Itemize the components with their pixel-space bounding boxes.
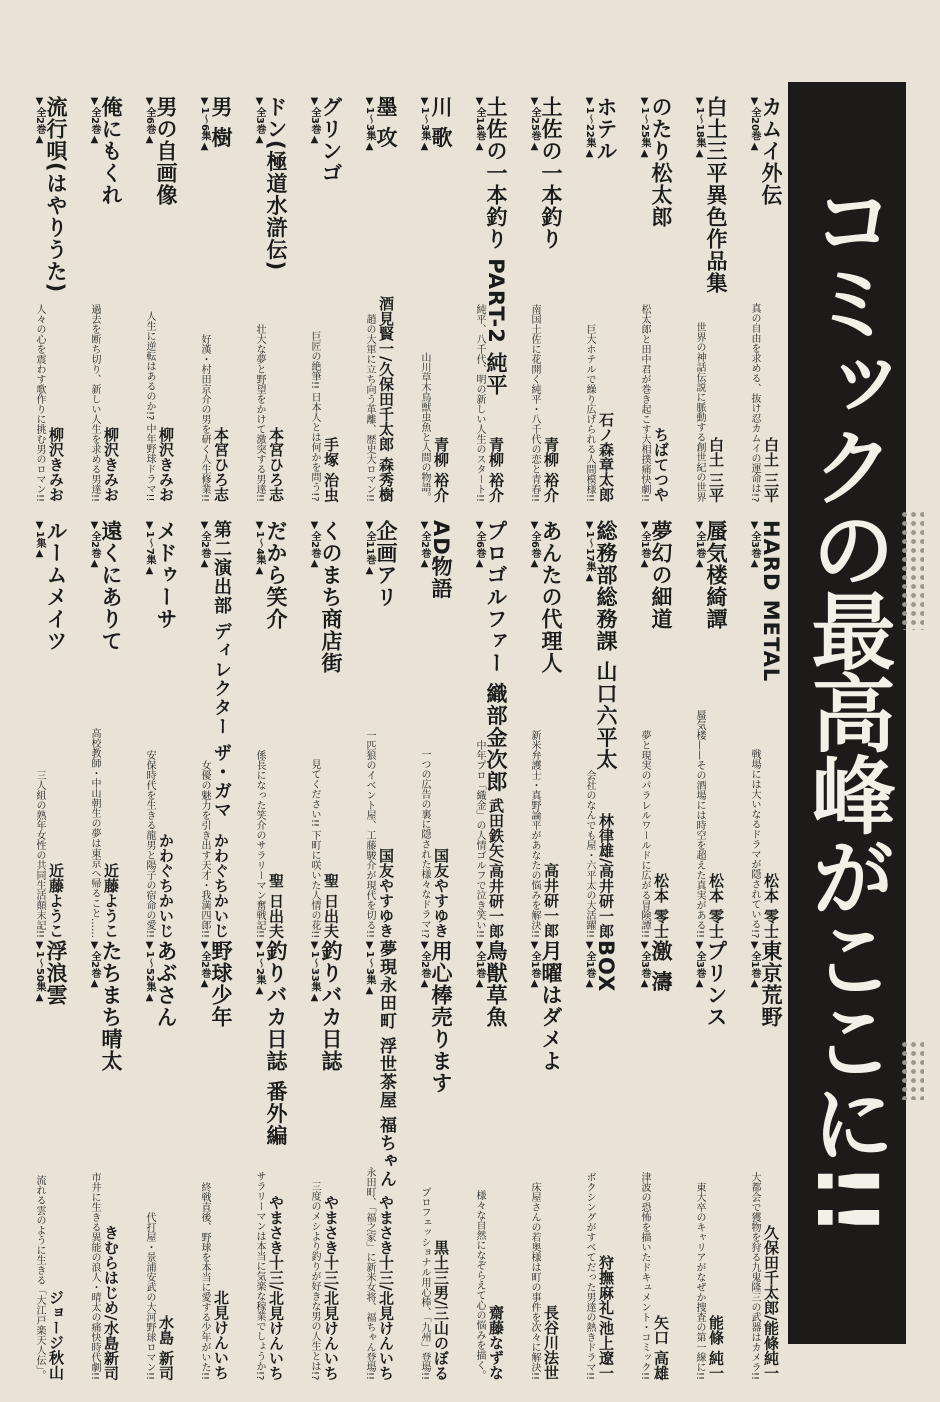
entry-main-column xyxy=(375,940,397,1380)
entry-author: 齋藤なずな xyxy=(487,1305,505,1380)
dot-pattern-decoration xyxy=(900,1040,924,1100)
entry-title: 白土三平異色作品集 xyxy=(704,96,728,294)
entry-main-column xyxy=(265,96,287,502)
entry-description: 一つの広告の裏に隠された様々なドラマ!? xyxy=(419,748,430,938)
entry-main-column xyxy=(100,96,122,502)
catalog-entry xyxy=(452,96,507,502)
entry-title: グリンゴ xyxy=(319,96,343,184)
catalog-entry xyxy=(617,96,672,502)
dot-pattern-decoration xyxy=(900,510,924,630)
entry-author: きむらはじめ/水島新司 xyxy=(102,1224,120,1380)
entry-main-column xyxy=(155,520,177,938)
entry-volume-count: ▼全3巻▲ xyxy=(309,96,320,145)
entry-title: ドン(極道水滸伝) xyxy=(264,96,288,272)
entry-main-column xyxy=(650,940,672,1380)
entry-title: HARD METAL xyxy=(759,520,783,683)
entry-main-column xyxy=(155,96,177,502)
entry-main-column xyxy=(320,96,342,502)
entry-author: ジョージ秋山 xyxy=(47,1290,65,1380)
entry-main-column xyxy=(45,96,67,502)
entry-author: 高井研一郎 xyxy=(542,863,560,938)
entry-author: 白土 三平 xyxy=(762,436,780,502)
entry-description: 市井に生きる異能の浪人・晴太の痛快時代劇!! xyxy=(89,1171,100,1380)
headline-text: コミックの最高峰がここに!! xyxy=(798,178,896,1235)
entry-author: 能條 純一 xyxy=(707,1314,725,1380)
entry-title: 激 濤 xyxy=(649,940,673,993)
entry-main-column xyxy=(540,96,562,502)
entry-title: 土佐の一本釣り PART-2 純平 xyxy=(484,96,508,397)
entry-title: のたり松太郎 xyxy=(649,96,673,228)
entry-title: 夢現永田町 浮世茶屋 福ちゃん xyxy=(376,940,396,1188)
entry-volume-count: ▼全2巻▲ xyxy=(419,940,430,989)
catalog-entry xyxy=(727,940,782,1380)
entry-title: あぶさん xyxy=(154,940,178,1028)
catalog-entry xyxy=(562,520,617,938)
entry-volume-count: ▼全6巻▲ xyxy=(529,520,540,569)
entry-volume-count: ▼全1巻▲ xyxy=(529,940,540,989)
entry-title: 野球少年 xyxy=(209,940,233,1028)
entry-author: 柳沢きみお xyxy=(102,427,120,502)
catalog-entry xyxy=(507,96,562,502)
entry-description: 戦場には大いなるドラマが隠されている!? xyxy=(749,748,760,938)
entry-volume-count: ▼全1巻▲ xyxy=(584,940,595,989)
entry-title: メドゥーサ xyxy=(154,520,178,630)
entry-volume-count: ▼全25巻▲ xyxy=(529,96,540,152)
entry-sub-column xyxy=(199,520,210,938)
entry-main-column xyxy=(320,520,342,938)
catalog-entry xyxy=(397,520,452,938)
entry-author: 青柳 裕介 xyxy=(542,436,560,502)
entry-author: 国友やすゆき xyxy=(432,848,450,938)
entry-title: 月曜はダメよ xyxy=(539,940,563,1072)
entry-description: 三度のメシより釣りが好きな男の人生とは!? xyxy=(309,1180,320,1380)
entry-author: 黒土三男/三山のぼる xyxy=(432,1239,450,1380)
entry-description: 様々な自然になぞらえて心の悩みを描く。 xyxy=(474,1190,485,1380)
entry-title: プロゴルファー 織部金次郎 xyxy=(484,520,508,793)
entry-author: かわぐちかいじ xyxy=(157,833,175,938)
entry-description: 純平、八千代、明の新しい人生のスタート!! xyxy=(474,303,485,502)
entry-main-column xyxy=(760,520,782,938)
entry-description: 大都会で獲物を狩る九鬼隆三の武器はカメラ!! xyxy=(749,1171,760,1380)
entry-description: 過去を断ち切り、新しい人生を求める男達!! xyxy=(89,303,100,502)
entry-author: やまさき十三/北見けんいち xyxy=(322,1194,340,1380)
entry-author: 聖 日出夫 xyxy=(322,872,340,938)
entry-volume-count: ▼全6巻▲ xyxy=(144,96,155,145)
entry-main-column xyxy=(595,96,617,502)
entry-main-column xyxy=(760,96,782,502)
entry-description: 東大卒のキャリアがなぜか捜査の第一線に!! xyxy=(694,1181,705,1380)
entry-volume-count: ▼1〜50集▲ xyxy=(34,940,45,1003)
catalog-entry xyxy=(177,96,232,502)
entry-description: ボクシングがすべてだった男達の熱きドラマ!! xyxy=(584,1171,595,1380)
entry-main-column xyxy=(210,940,232,1380)
entry-title: 総務部総務課 山口六平太 xyxy=(594,520,618,771)
catalog-entry xyxy=(67,940,122,1380)
entry-main-column xyxy=(705,940,727,1380)
catalog-entry xyxy=(232,520,287,938)
entry-volume-count: ▼全3巻▲ xyxy=(749,520,760,569)
entry-author: 青柳 裕介 xyxy=(432,436,450,502)
entry-title: BOX xyxy=(594,940,618,993)
catalog-entry xyxy=(617,520,672,938)
entry-main-column xyxy=(375,520,397,938)
entry-author: 松本 零士 xyxy=(707,872,725,938)
entry-author: 国友やすゆき xyxy=(377,848,395,938)
entry-author: 石ノ森章太郎 xyxy=(597,412,615,502)
catalog-entry xyxy=(67,520,122,938)
entry-volume-count: ▼全1巻▲ xyxy=(474,940,485,989)
entry-title: あんたの代理人 xyxy=(539,520,563,674)
entry-main-column xyxy=(430,940,452,1380)
entry-title: 男 樹 xyxy=(209,96,233,149)
entry-main-column xyxy=(265,940,287,1380)
entry-title: カムイ外伝 xyxy=(759,96,783,206)
entry-title: たちまち晴太 xyxy=(99,940,123,1072)
entry-volume-count: ▼1〜3集▲ xyxy=(364,96,375,152)
entry-description: 壮大な夢と野望をかけて激突する男達!! xyxy=(254,323,265,502)
entry-title: 男の自画像 xyxy=(154,96,178,206)
entry-volume-count: ▼1〜2集▲ xyxy=(254,940,265,996)
entry-volume-count: ▼1〜7集▲ xyxy=(144,520,155,576)
entry-sub-column xyxy=(364,96,375,502)
entry-main-column xyxy=(705,96,727,502)
entry-main-column xyxy=(375,96,397,502)
entry-title: 遠くにありて xyxy=(99,520,123,652)
entry-author: 武田鉄矢/高井研一郎 xyxy=(487,797,505,938)
entry-author: 手塚 治虫 xyxy=(322,436,340,502)
entry-description: 一匹狼のイベント屋、工藤駿介が現代を切る!! xyxy=(364,729,375,938)
entry-title: プリンス xyxy=(704,940,728,1028)
entry-main-column xyxy=(210,96,232,502)
entry-description: プロフェッショナル用心棒、「九州」登場!! xyxy=(419,1186,430,1380)
entry-author: 白土 三平 xyxy=(707,436,725,502)
entry-volume-count: ▼1〜22集▲ xyxy=(584,96,595,159)
entry-description: 係長になった笑介のサラリーマン奮戦記!! xyxy=(254,749,265,938)
entry-volume-count: ▼全1巻▲ xyxy=(694,520,705,569)
entry-main-column xyxy=(595,940,617,1380)
entry-volume-count: ▼全2巻▲ xyxy=(89,96,100,145)
entry-title: 流行唄(はやりうた) xyxy=(44,96,68,294)
entry-description: 夢と現実のパラレルワールドに広がる冒険譚!! xyxy=(639,729,650,938)
catalog-entry xyxy=(397,940,452,1380)
entry-volume-count: ▼1〜3集▲ xyxy=(419,96,430,152)
entry-main-column xyxy=(705,520,727,938)
catalog-block-bottom xyxy=(12,940,782,1380)
entry-title: 浮浪雲 xyxy=(44,940,68,1006)
catalog-entry xyxy=(672,940,727,1380)
catalog-entry xyxy=(672,96,727,502)
entry-author: 本宮ひろ志 xyxy=(212,427,230,502)
catalog-entry xyxy=(452,520,507,938)
catalog-entry xyxy=(232,940,287,1380)
entry-main-column xyxy=(430,520,452,938)
catalog-entry xyxy=(177,520,232,938)
entry-main-column xyxy=(320,940,342,1380)
catalog-entry xyxy=(232,96,287,502)
catalog-entry xyxy=(287,96,342,502)
entry-author: 近藤ようこ xyxy=(47,863,65,938)
catalog-entry xyxy=(727,520,782,938)
entry-description: 人々の心を震わす歌作りに挑む男のロマン!! xyxy=(34,303,45,502)
catalog-entry xyxy=(122,96,177,502)
entry-sub-column xyxy=(419,96,430,502)
entry-sub-column xyxy=(34,940,45,1380)
headline-banner xyxy=(788,82,906,1344)
entry-sub-column xyxy=(364,940,375,1380)
entry-title: 釣りバカ日誌 xyxy=(319,940,343,1072)
entry-author: 林律雄/高井研一郎 xyxy=(597,812,615,938)
entry-volume-count: ▼1〜3集▲ xyxy=(364,940,375,996)
entry-author: ちばてつや xyxy=(652,427,670,502)
entry-title: 釣りバカ日誌 番外編 xyxy=(264,940,288,1147)
entry-description: 人生に逆転はあるのか!? 中年野球ドラマ!! xyxy=(144,311,155,502)
entry-description: 巨匠の絶筆!! 日本人とは何かを問う!? xyxy=(309,331,320,502)
catalog-entry xyxy=(67,96,122,502)
catalog-entry xyxy=(452,940,507,1380)
entry-volume-count: ▼全2巻▲ xyxy=(34,96,45,145)
catalog-entry xyxy=(562,940,617,1380)
entry-author: 久保田千太郎/能條純一 xyxy=(762,1224,780,1380)
entry-title: 企画アリ xyxy=(374,520,398,608)
entry-volume-count: ▼1〜6集▲ xyxy=(199,96,210,152)
entry-volume-count: ▼全6巻▲ xyxy=(474,520,485,569)
entry-main-column xyxy=(595,520,617,938)
catalog-entry xyxy=(12,940,67,1380)
entry-title: 鳥獣草魚 xyxy=(484,940,508,1028)
entry-title: 蜃気楼綺譚 xyxy=(704,520,728,630)
entry-author: 水島 新司 xyxy=(157,1314,175,1380)
entry-author: やまさき十三/北見けんいち xyxy=(377,1194,395,1380)
entry-description: 新米弁護士・真野論平があなたの悩みを解決!! xyxy=(529,729,540,938)
entry-volume-count: ▼全2巻▲ xyxy=(199,520,210,569)
catalog-entry xyxy=(727,96,782,502)
entry-volume-count: ▼1〜25集▲ xyxy=(639,96,650,159)
entry-title: ルームメイツ xyxy=(44,520,68,652)
entry-main-column xyxy=(430,96,452,502)
entry-description: 津波の恐怖を描いたドキュメント・コミック!! xyxy=(639,1171,650,1380)
entry-description: 女優の魅力を引き出す天才・我満四郎!! xyxy=(199,759,210,938)
entry-author: 聖 日出夫 xyxy=(267,872,285,938)
entry-author: 酒見賢一/久保田千太郎 森秀樹 xyxy=(377,296,395,502)
entry-description: 流れる雲のように生きる「大江戸楽天人伝」。 xyxy=(34,1175,45,1380)
entry-volume-count: ▼全11巻▲ xyxy=(364,520,375,576)
entry-main-column xyxy=(485,96,507,502)
entry-description: 巨大ホテルで繰り広げられる人間模様!! xyxy=(584,323,595,502)
entry-volume-count: ▼全2巻▲ xyxy=(89,520,100,569)
entry-main-column xyxy=(100,940,122,1380)
entry-main-column xyxy=(485,940,507,1380)
catalog-block-top xyxy=(12,96,782,502)
entry-description: 趙の大軍に立ち向う革離、歴史大ロマン!! xyxy=(364,313,375,502)
catalog-entry xyxy=(617,940,672,1380)
entry-author: 青柳 裕介 xyxy=(487,436,505,502)
entry-title: だから笑介 xyxy=(264,520,288,630)
entry-sub-column xyxy=(584,940,595,1380)
entry-volume-count: ▼全3巻▲ xyxy=(694,940,705,989)
catalog-entry xyxy=(672,520,727,938)
entry-title: くのまち商店街 xyxy=(319,520,343,674)
entry-volume-count: ▼1〜33集▲ xyxy=(309,940,320,1003)
catalog-entry xyxy=(12,96,67,502)
entry-title: 土佐の一本釣り xyxy=(539,96,563,250)
entry-author: 本宮ひろ志 xyxy=(267,427,285,502)
catalog-entry xyxy=(342,96,397,502)
entry-main-column xyxy=(650,96,672,502)
catalog-entry xyxy=(122,940,177,1380)
entry-volume-count: ▼全14巻▲ xyxy=(474,96,485,152)
catalog-entry xyxy=(287,940,342,1380)
catalog-entry xyxy=(342,940,397,1380)
entry-volume-count: ▼1〜52集▲ xyxy=(144,940,155,1003)
entry-description: 会社のなんでも屋・六平太の大活躍!! xyxy=(584,769,595,938)
entry-title: 俺にもくれ xyxy=(99,96,123,206)
entry-description: 松太郎と田中君が巻き起こす大相撲痛快劇!! xyxy=(639,303,650,502)
entry-description: 蜃気楼——その酒場には時空を超えた真実がある!! xyxy=(694,709,705,938)
entry-sub-column xyxy=(199,96,210,502)
entry-sub-column xyxy=(639,940,650,1380)
catalog-entry xyxy=(507,520,562,938)
entry-title: 夢幻の細道 xyxy=(649,520,673,630)
entry-volume-count: ▼全1巻▲ xyxy=(639,520,650,569)
entry-description: 世界の神話伝説に脈動する創世紀の世界 xyxy=(694,322,705,502)
entry-description: 好漢・村田京介の男を研く人生修業!! xyxy=(199,333,210,502)
entry-main-column xyxy=(45,520,67,938)
entry-volume-count: ▼全2巻▲ xyxy=(309,520,320,569)
catalog-entry xyxy=(562,96,617,502)
entry-description: サラリーマンは本当に気楽な稼業でしょうか!? xyxy=(254,1170,265,1380)
entry-main-column xyxy=(210,520,232,938)
entry-main-column xyxy=(760,940,782,1380)
entry-description: 三人組の熟年女性の共同生活顛末記!! xyxy=(34,769,45,938)
entry-title: AD物語 xyxy=(429,520,453,600)
entry-volume-count: ▼1〜17集▲ xyxy=(584,520,595,583)
entry-author: 長谷川法世 xyxy=(542,1305,560,1380)
entry-author: 近藤ようこ xyxy=(102,863,120,938)
entry-main-column xyxy=(485,520,507,938)
entry-author: 柳沢きみお xyxy=(157,427,175,502)
entry-description: 安保時代を生きる龍男と陽子の宿命の愛!! xyxy=(144,749,155,938)
entry-author: 北見けんいち xyxy=(212,1290,230,1380)
entry-author: 松本 零士 xyxy=(652,872,670,938)
entry-volume-count: ▼全3巻▲ xyxy=(639,940,650,989)
entry-description: 真の自由を求める、抜け忍カムイの運命は!? xyxy=(749,302,760,502)
entry-main-column xyxy=(540,520,562,938)
entry-volume-count: ▼全2巻▲ xyxy=(199,940,210,989)
entry-description: 床屋さんの若奥様は町の事件を次々に解決!! xyxy=(529,1181,540,1380)
catalog-entry xyxy=(397,96,452,502)
catalog-entry xyxy=(507,940,562,1380)
catalog-entry xyxy=(12,520,67,938)
catalog-entry xyxy=(287,520,342,938)
catalog-entry xyxy=(342,520,397,938)
entry-description: 終戦直後、野球を本当に愛する少年がいた!! xyxy=(199,1181,210,1380)
entry-main-column xyxy=(265,520,287,938)
entry-description: 代打屋・景浦安武の大河野球ロマン!! xyxy=(144,1211,155,1380)
entry-volume-count: ▼1集▲ xyxy=(34,520,45,559)
entry-volume-count: ▼全1巻▲ xyxy=(749,940,760,989)
catalog-entry xyxy=(177,940,232,1380)
entry-description: 南国土佐に花開く純平・八千代の恋と青春!! xyxy=(529,303,540,502)
catalog-entry xyxy=(122,520,177,938)
entry-main-column xyxy=(100,520,122,938)
entry-title: 東京荒野 xyxy=(759,940,783,1028)
entry-volume-count: ▼全20巻▲ xyxy=(749,96,760,152)
entry-description: 見てください!! 下町に咲いた人情の花!! xyxy=(309,758,320,938)
entry-title: 川 歌 xyxy=(429,96,453,149)
entry-title: ホテル xyxy=(594,96,618,162)
entry-title: 用心棒売ります xyxy=(429,940,453,1094)
entry-author: かわぐちかいじ xyxy=(212,833,230,938)
catalog-block-middle xyxy=(12,520,782,938)
entry-title: 墨 攻 xyxy=(374,96,398,149)
entry-volume-count: ▼1〜18集▲ xyxy=(694,96,705,159)
entry-volume-count: ▼全3巻▲ xyxy=(254,96,265,145)
entry-author: 矢口 高雄 xyxy=(652,1314,670,1380)
entry-description: 中年プロ「織金」の人情ゴルフで泣き笑い!! xyxy=(474,739,485,938)
entry-description: 山川草木鳥獣虫魚と人間の物語。 xyxy=(419,352,430,502)
entry-main-column xyxy=(650,520,672,938)
entry-author: 松本 零士 xyxy=(762,872,780,938)
entry-description: 高校教師・中山朝生の夢は東京へ帰ること…… xyxy=(89,728,100,938)
entry-author: やまさき十三/北見けんいち xyxy=(267,1194,285,1380)
entry-description: 永田町、「福之家」に新米女将、福ちゃん登場!! xyxy=(364,1166,375,1380)
entry-main-column xyxy=(540,940,562,1380)
entry-volume-count: ▼全2巻▲ xyxy=(89,940,100,989)
entry-author: 柳沢きみお xyxy=(47,427,65,502)
entry-main-column xyxy=(155,940,177,1380)
entry-volume-count: ▼1〜4集▲ xyxy=(254,520,265,576)
entry-volume-count: ▼全2巻▲ xyxy=(419,520,430,569)
entry-main-column xyxy=(45,940,67,1380)
entry-title: 第二演出部 ディレクター ザ・ガマ xyxy=(211,520,232,820)
entry-author: 狩撫麻礼/池上遼一 xyxy=(597,1254,615,1380)
